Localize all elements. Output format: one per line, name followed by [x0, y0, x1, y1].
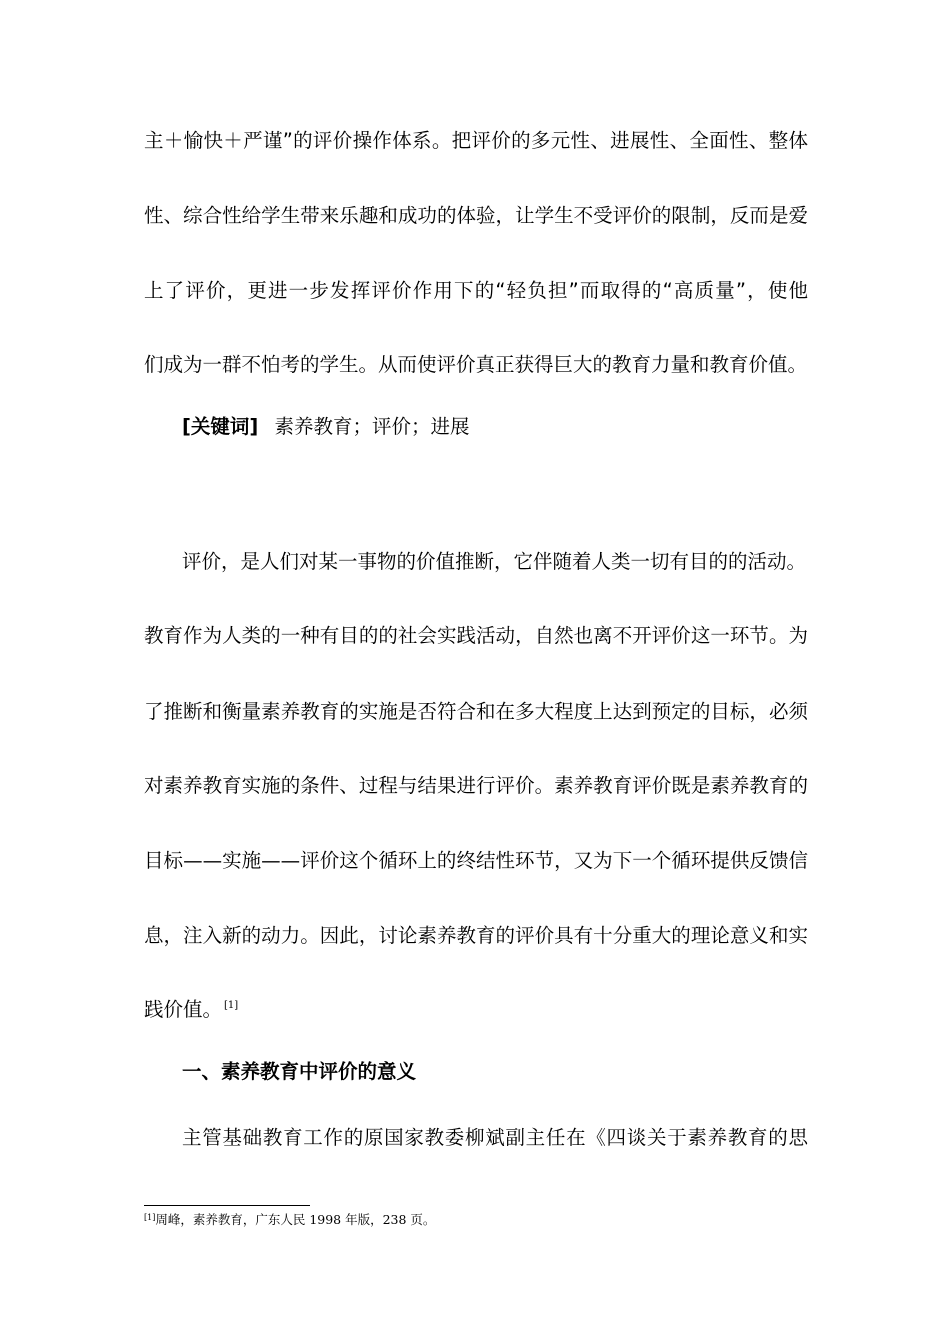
- intro-line-7-text: 践价值。: [144, 998, 223, 1021]
- keywords-label: [关键词]: [182, 415, 259, 438]
- intro-line-7: [144, 995, 808, 1025]
- intro-line-5: 目标——实施——评价这个循环上的终结性环节，又为下一个循环提供反馈信: [144, 849, 808, 872]
- footnote-reference[interactable]: [1]: [224, 1000, 239, 1011]
- abstract-line-4: 们成为一群不怕考的学生。从而使评价真正获得巨大的教育力量和教育价值。: [144, 353, 808, 376]
- abstract-line-1: 主＋愉快＋严谨”的评价操作体系。把评价的多元性、进展性、全面性、整体: [144, 129, 808, 152]
- footnote-text: 周峰，素养教育，广东人民 1998 年版，238 页。: [155, 1212, 436, 1227]
- footnote-divider: [144, 1205, 310, 1206]
- intro-line-3: 了推断和衡量素养教育的实施是否符合和在多大程度上达到预定的目标，必须: [144, 700, 808, 723]
- intro-line-2: 教育作为人类的一种有目的的社会实践活动，自然也离不开评价这一环节。为: [144, 624, 808, 647]
- footnote: [144, 1212, 435, 1228]
- keywords-row: [182, 412, 470, 442]
- intro-line-4: 对素养教育实施的条件、过程与结果进行评价。素养教育评价既是素养教育的: [144, 774, 808, 797]
- intro-line-1: 评价，是人们对某一事物的价值推断，它伴随着人类一切有目的的活动。: [182, 550, 807, 573]
- keywords-text: 素养教育；评价；进展: [274, 415, 470, 438]
- section-line-1: 主管基础教育工作的原国家教委柳斌副主任在《四谈关于素养教育的思: [182, 1126, 808, 1149]
- abstract-line-2: 性、综合性给学生带来乐趣和成功的体验，让学生不受评价的限制，反而是爱: [144, 204, 808, 227]
- footnote-marker: [1]: [144, 1213, 156, 1222]
- section-heading: 一、素养教育中评价的意义: [182, 1060, 417, 1083]
- abstract-line-3: 上了评价，更进一步发挥评价作用下的“轻负担”而取得的“高质量”，使他: [144, 279, 808, 302]
- intro-line-6: 息，注入新的动力。因此，讨论素养教育的评价具有十分重大的理论意义和实: [144, 924, 808, 947]
